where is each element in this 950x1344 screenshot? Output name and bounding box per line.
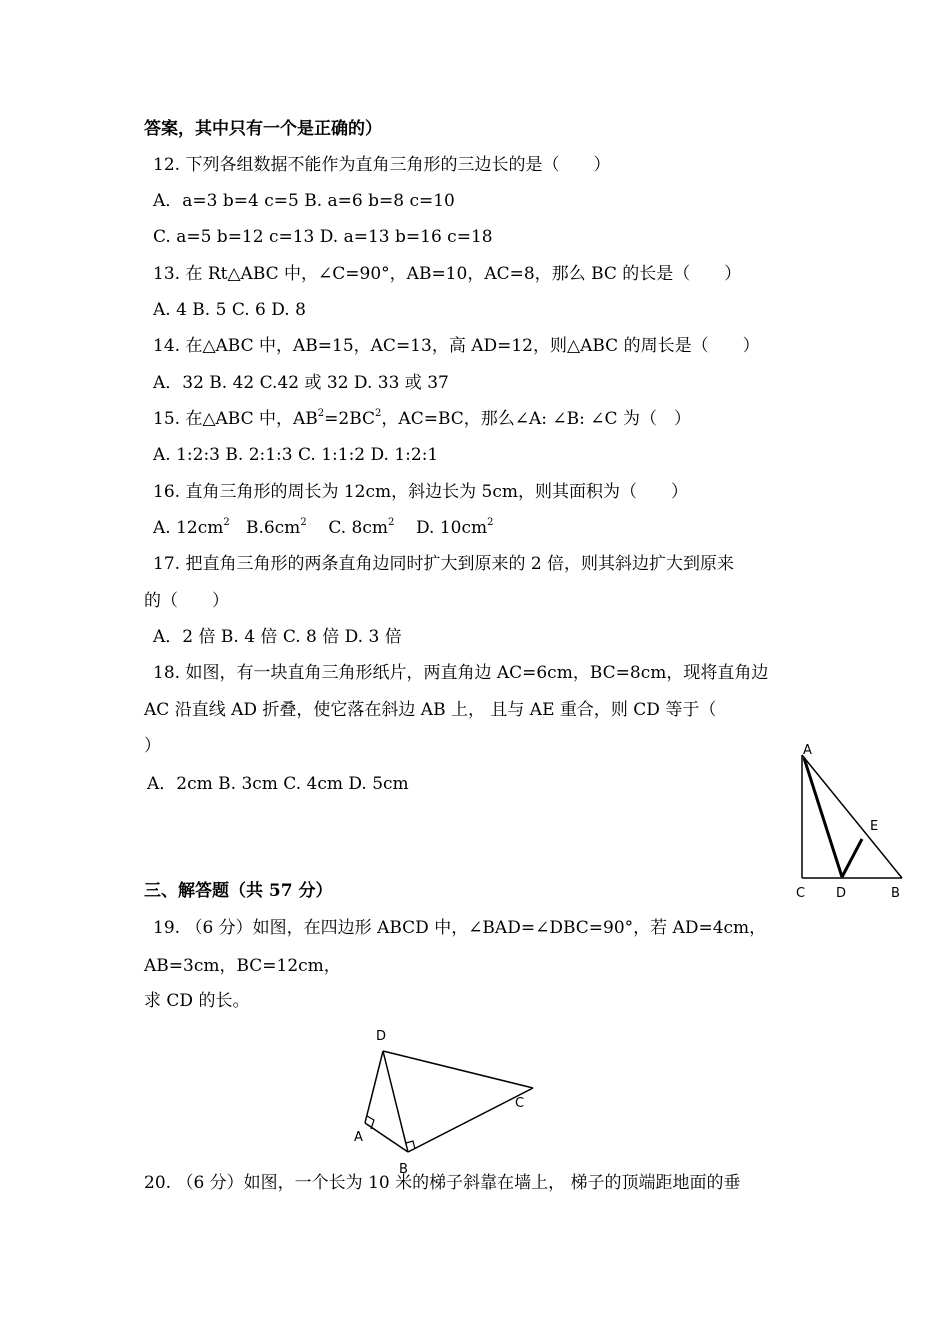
q19-stem-line3: 求 CD 的长。 xyxy=(144,991,250,1011)
q18-stem-line2: AC 沿直线 AD 折叠，使它落在斜边 AB 上， 且与 AE 重合，则 CD 等于（ xyxy=(144,700,717,720)
q13-options: A. 4 B. 5 C. 6 D. 8 xyxy=(153,300,306,320)
q16-sup-d: 2 xyxy=(487,517,494,529)
fig18-fold-line-ad xyxy=(804,758,842,877)
fig18-label-a: A xyxy=(803,743,812,758)
fig18-label-b: B xyxy=(891,886,900,901)
q12-options-cd: C. a=5 b=12 c=13 D. a=13 b=16 c=18 xyxy=(153,227,493,247)
q18-options: A．2cm B. 3cm C. 4cm D. 5cm xyxy=(147,774,409,794)
q17-stem-line1: 17. 把直角三角形的两条直角边同时扩大到原来的 2 倍，则其斜边扩大到原来 xyxy=(153,554,735,574)
q16-options xyxy=(153,517,493,539)
q12-stem: 12. 下列各组数据不能作为直角三角形的三边长的是（ ） xyxy=(153,155,611,175)
q16-option-a: A. 12cm xyxy=(153,518,224,538)
fig19-label-d: D xyxy=(376,1029,387,1044)
q13-stem: 13. 在 Rt△ABC 中，∠C=90°，AB=10，AC=8，那么 BC 的长是（ ） xyxy=(153,264,742,284)
q16-option-b: B.6cm xyxy=(245,518,301,538)
q18-stem-line3: ） xyxy=(144,736,161,756)
fig18-label-c: C xyxy=(796,886,806,901)
q14-options: A．32 B. 42 C.42 或 32 D. 33 或 37 xyxy=(153,373,449,393)
q15-sup-1: 2 xyxy=(317,408,325,420)
q15-stem-c: ，AC=BC，那么∠A: ∠B: ∠C 为（ ） xyxy=(381,409,691,429)
q16-stem: 16. 直角三角形的周长为 12cm，斜边长为 5cm，则其面积为（ ） xyxy=(153,482,688,502)
q19-stem-line2: AB=3cm，BC=12cm， xyxy=(144,956,341,976)
q15-stem xyxy=(153,408,691,430)
q18-triangle-figure xyxy=(790,740,915,905)
q16-sup-b: 2 xyxy=(300,517,307,529)
q17-stem-line2: 的（ ） xyxy=(144,591,229,611)
q15-stem-a: 15. 在△ABC 中，AB xyxy=(153,409,318,429)
fig19-label-b: B xyxy=(399,1162,408,1177)
q19-quadrilateral-figure xyxy=(340,1020,550,1180)
q16-sup-c: 2 xyxy=(387,517,395,529)
q17-options: A．2 倍 B. 4 倍 C. 8 倍 D. 3 倍 xyxy=(153,627,402,647)
q16-option-d: D. 10cm xyxy=(415,518,488,538)
fig19-side-dc xyxy=(383,1051,533,1088)
q14-stem: 14. 在△ABC 中，AB=15，AC=13，高 AD=12，则△ABC 的周长是（ ） xyxy=(153,336,760,356)
fig18-segment-de xyxy=(842,839,862,877)
fig19-label-a: A xyxy=(354,1130,363,1145)
q12-options-ab: A．a=3 b=4 c=5 B. a=6 b=8 c=10 xyxy=(153,191,455,211)
q15-stem-b: =2BC xyxy=(324,409,376,429)
q16-option-c: C. 8cm xyxy=(328,518,388,538)
q15-sup-2: 2 xyxy=(375,408,382,420)
fig19-label-c: C xyxy=(515,1096,525,1111)
q16-sup-a: 2 xyxy=(223,517,230,529)
fig18-label-d: D xyxy=(836,886,847,901)
fig18-label-e: E xyxy=(870,819,879,834)
q15-options: A. 1:2:3 B. 2:1:3 C. 1:1:2 D. 1:2:1 xyxy=(153,445,439,465)
fig19-side-da xyxy=(365,1051,383,1123)
q19-stem-line1: 19. （6 分）如图，在四边形 ABCD 中，∠BAD=∠DBC=90°，若 AD=4cm， xyxy=(153,918,767,938)
intro-line: 答案，其中只有一个是正确的） xyxy=(144,119,382,139)
q18-stem-line1: 18. 如图，有一块直角三角形纸片，两直角边 AC=6cm，BC=8cm，现将直角边 xyxy=(153,663,769,683)
q20-stem: 20. （6 分）如图，一个长为 10 米的梯子斜靠在墙上， 梯子的顶端距地面的垂 xyxy=(144,1173,741,1193)
section-3-heading: 三、解答题（共 57 分） xyxy=(144,881,333,901)
